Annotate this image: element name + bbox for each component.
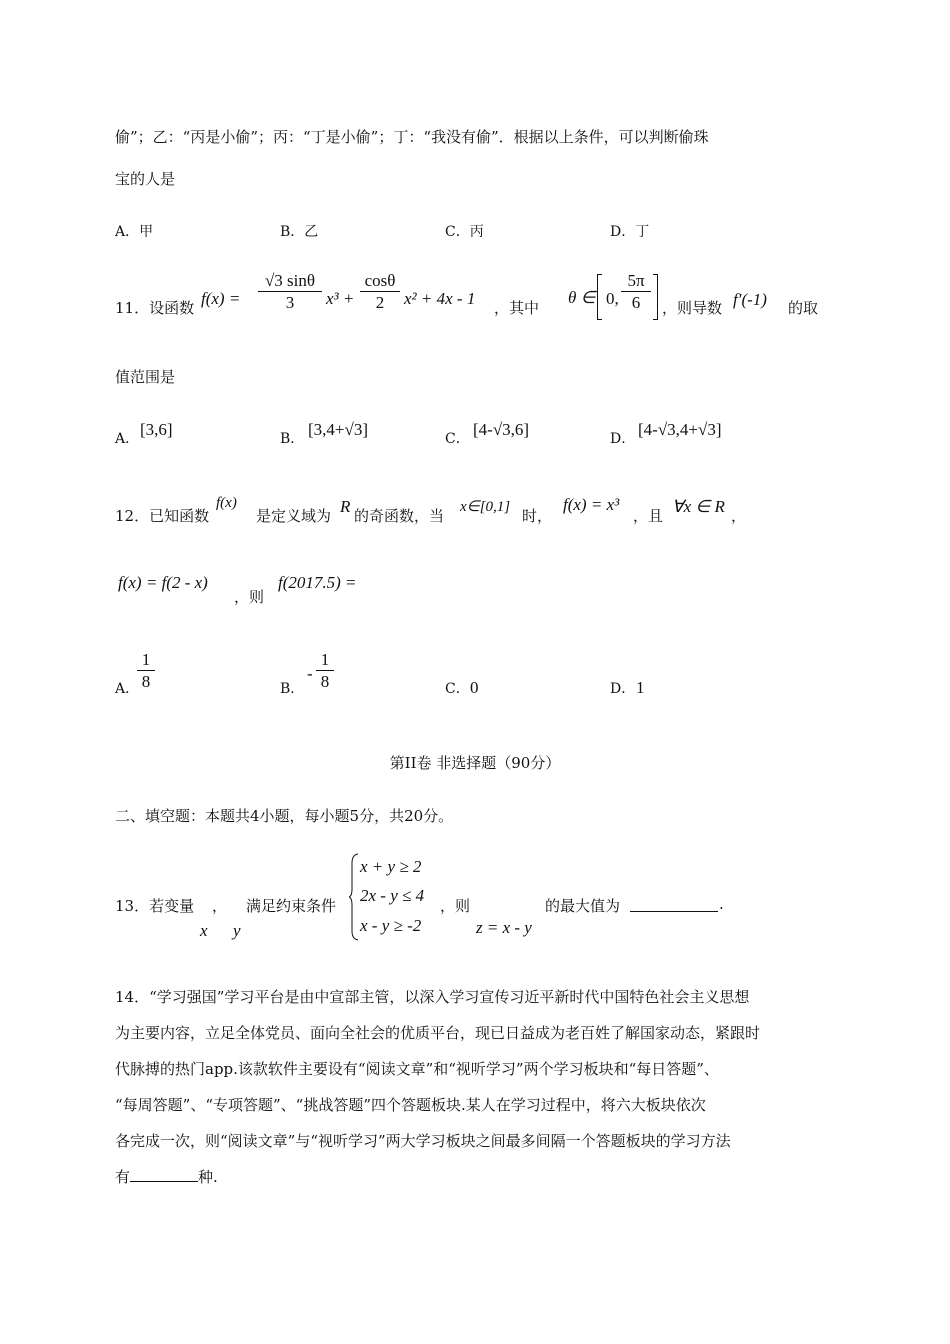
q11-term1-numerator: √3 sinθ — [258, 271, 322, 292]
q11-interval-fraction — [621, 271, 651, 314]
q11-mid-text: ，其中 — [494, 299, 540, 317]
q11-right-bracket — [653, 274, 658, 320]
q10-option-d: D．丁 — [610, 224, 650, 240]
q14-line-6 — [115, 1166, 218, 1187]
q13-constraint-3: x - y ≥ -2 — [360, 916, 422, 935]
q12-option-b-denominator: 8 — [320, 672, 330, 692]
q12-prefix: 12．已知函数 — [115, 507, 210, 525]
q13-max-text: 的最大值为 — [545, 897, 621, 915]
q12-text-domain: 是定义域为 — [256, 507, 332, 525]
q11-term2-fraction — [360, 271, 400, 314]
q11-suffix-pre: ，则导数 — [662, 299, 723, 317]
q14-line-3: 代脉搏的热门app.该款软件主要设有“阅读文章”和“视听学习”两个学习板块和“每日答题”、 — [115, 1060, 719, 1078]
q12-text-odd: 的奇函数，当 — [354, 507, 445, 525]
q11-term2-rest: x² + 4x - 1 — [404, 289, 476, 308]
q13-answer-blank[interactable] — [630, 895, 718, 912]
q10-option-a: A．甲 — [115, 224, 154, 240]
q12-text-then: ，则 — [234, 588, 265, 606]
q11-option-a-math: [3,6] — [140, 420, 173, 439]
q12-equation: f(x) = x³ — [563, 495, 620, 514]
q11-derivative: f′(-1) — [733, 290, 767, 309]
section-heading: 二、填空题：本题共4小题，每小题5分，共20分。 — [115, 807, 454, 825]
q11-suffix-post: 的取 — [788, 299, 819, 317]
q11-interval-numerator: 5π — [621, 271, 651, 292]
q11-left-bracket — [597, 274, 602, 320]
q10-option-b: B．乙 — [280, 224, 319, 240]
q13-var-x: x — [200, 921, 208, 940]
q11-option-c-label: C． — [445, 431, 470, 447]
q11-option-d-label: D． — [610, 431, 636, 447]
q13-prefix: 13．若变量 — [115, 897, 195, 915]
q12-R: R — [340, 497, 351, 516]
q12-option-c-value: 0 — [470, 678, 479, 697]
q11-text-line2: 值范围是 — [115, 368, 176, 386]
q13-constraint-1: x + y ≥ 2 — [360, 857, 422, 876]
q14-line-5: 各完成一次，则“阅读文章”与“视听学习”两大学习板块之间最多间隔一个答题板块的学习方法 — [115, 1132, 731, 1150]
q11-option-a-label: A． — [115, 431, 140, 447]
q13-constraint-2: 2x - y ≤ 4 — [360, 886, 425, 905]
q13-brace — [349, 853, 359, 941]
q14-line-2: 为主要内容，立足全体党员、面向全社会的优质平台，现已日益成为老百姓了解国家动态，紧跟时 — [115, 1024, 761, 1042]
q12-symmetry: f(x) = f(2 - x) — [118, 573, 208, 592]
q12-option-d-value: 1 — [636, 678, 645, 697]
q13-then: ，则 — [440, 897, 471, 915]
q12-option-a-label: A． — [115, 681, 140, 697]
q11-term1-var: x³ + — [326, 289, 355, 308]
q12-condition: x∈[0,1] — [460, 499, 511, 515]
q11-option-c-math: [4-√3,6] — [473, 420, 530, 439]
q12-option-a-fraction — [137, 650, 155, 693]
q12-text-and: ，且 — [633, 507, 664, 525]
q12-option-d-label: D． — [610, 681, 636, 697]
q14-line-4: “每周答题”、“专项答题”、“挑战答题”四个答题板块.某人在学习过程中，将六大板块依次 — [115, 1096, 706, 1114]
q12-option-b-numerator: 1 — [316, 650, 334, 671]
q11-interval-denominator: 6 — [631, 293, 641, 313]
q11-term2-numerator: cosθ — [360, 271, 400, 292]
q13-end: . — [719, 895, 724, 913]
q12-fx: f(x) — [216, 495, 237, 511]
q12-option-b-sign: - — [307, 664, 313, 683]
q11-option-d-math: [4-√3,4+√3] — [638, 420, 722, 439]
q12-option-b-fraction — [316, 650, 334, 693]
q13-comma: ， — [212, 897, 228, 915]
q11-term1-denominator: 3 — [285, 293, 295, 313]
q14-line-1: 14．“学习强国”学习平台是由中宣部主管，以深入学习宣传习近平新时代中国特色社会主义思想 — [115, 988, 750, 1006]
q14-last-suffix: 种. — [198, 1168, 218, 1186]
q14-last-prefix: 有 — [115, 1168, 131, 1186]
q10-option-c: C．丙 — [445, 224, 484, 240]
q12-text-when: 时， — [522, 507, 553, 525]
q10-text-line1: 偷”；乙：“丙是小偷”；丙：“丁是小偷”；丁：“我没有偷”．根据以上条件，可以判断偷珠 — [115, 128, 709, 146]
q11-prefix: 11．设函数 — [115, 299, 195, 317]
q11-func-lhs: f(x) = — [201, 289, 241, 308]
q11-option-b-math: [3,4+√3] — [308, 420, 368, 439]
q12-text-comma: ， — [731, 507, 747, 525]
q12-option-b-label: B． — [280, 681, 305, 697]
q12-forall: ∀x ∈ R — [672, 497, 725, 516]
q12-option-a-numerator: 1 — [137, 650, 155, 671]
q11-interval-left: 0, — [606, 289, 619, 308]
q11-theta: θ ∈ — [568, 288, 596, 307]
q12-question: f(2017.5) = — [278, 573, 357, 592]
q14-answer-blank[interactable] — [130, 1167, 198, 1182]
section-title: 第II卷 非选择题（90分） — [389, 754, 561, 772]
q13-var-y: y — [233, 921, 241, 940]
q11-term1-fraction — [258, 271, 322, 314]
q10-text-line2: 宝的人是 — [115, 170, 176, 188]
q13-objective: z = x - y — [476, 918, 532, 937]
q11-option-b-label: B． — [280, 431, 305, 447]
q12-option-c-label: C． — [445, 681, 470, 697]
q12-option-a-denominator: 8 — [141, 672, 151, 692]
q11-term2-denominator: 2 — [375, 293, 385, 313]
q13-constraint-text: 满足约束条件 — [246, 897, 337, 915]
